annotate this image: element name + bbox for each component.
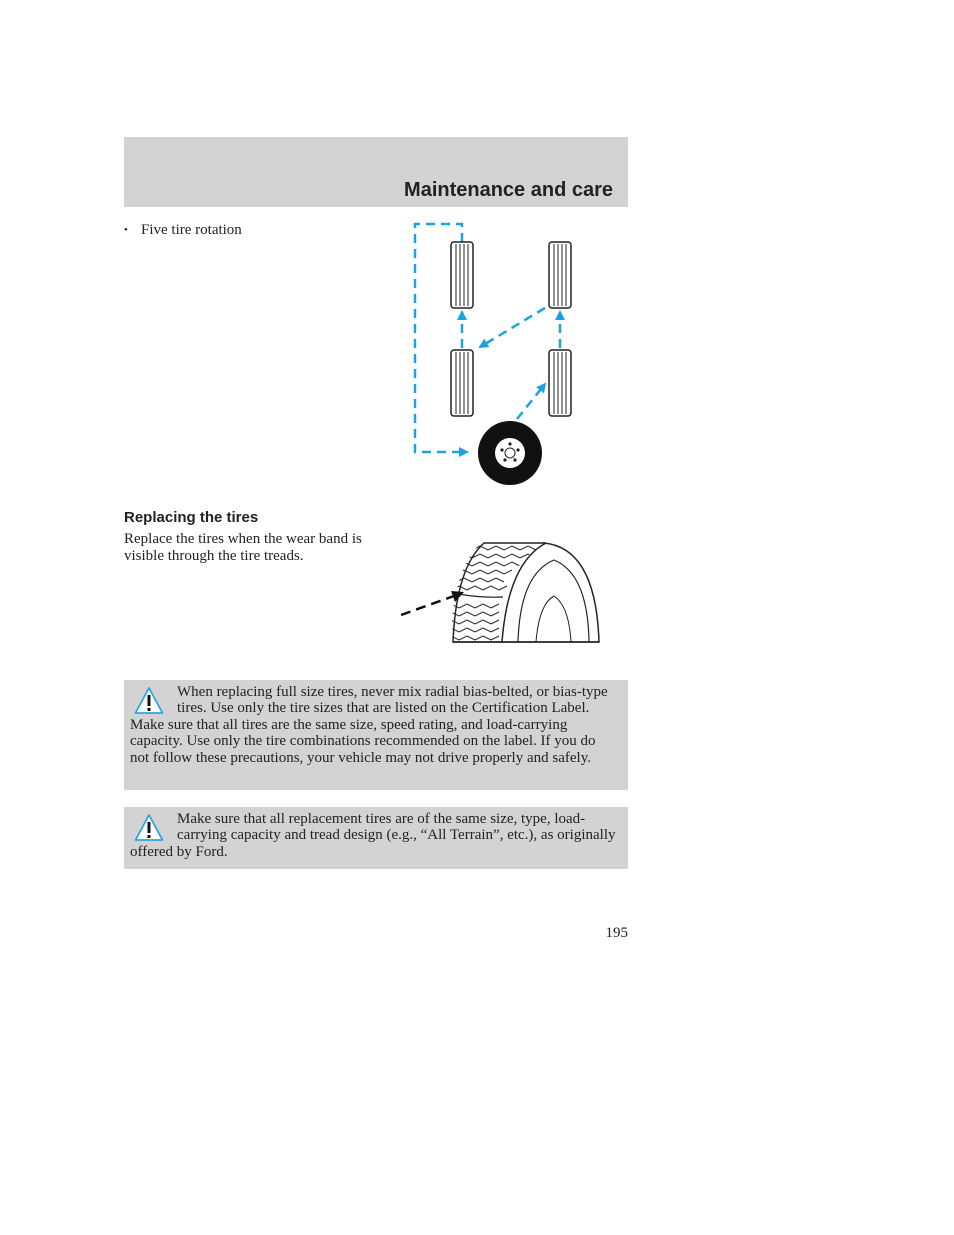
- bullet-text: Five tire rotation: [141, 222, 242, 238]
- bullet-dot: •: [124, 224, 128, 236]
- bullet-five-tire-rotation: [124, 221, 242, 239]
- arrow-right-front-to-left-rear-diagonal: [480, 308, 545, 347]
- warning-box-replacement-tires: [124, 807, 628, 869]
- tire-left-front: [451, 242, 473, 308]
- warning-triangle-icon: [134, 813, 164, 843]
- tire-rotation-diagram: [405, 218, 605, 490]
- warning-text: When replacing full size tires, never mix radial bias-belted, or bias-type tires. Use only the tire sizes that are listed on the Certification Label. Make sure that all tires are the same size, speed rating, and load-carrying capacity. Use only the tire combinations recommended on the label. If you do not follow these precautions, your vehicle may not drive properly and safely.: [130, 684, 608, 766]
- page-number: 195: [605, 925, 628, 941]
- section-body-replacing-tires: Replace the tires when the wear band is visible through the tire treads.: [124, 531, 362, 564]
- tire-right-front: [549, 242, 571, 308]
- tire-right-rear: [549, 350, 571, 416]
- spare-tire: [478, 421, 542, 485]
- wear-band-pointer-arrow: [401, 596, 454, 615]
- tire-left-rear: [451, 350, 473, 416]
- tire-wear-band-illustration: [396, 538, 606, 646]
- header-band: [124, 137, 628, 207]
- arrow-spare-to-right-rear: [517, 384, 545, 419]
- warning-triangle-icon: [134, 686, 164, 716]
- warning-box-mixing-tires: [124, 680, 628, 790]
- section-title-replacing-tires: Replacing the tires: [124, 509, 259, 526]
- warning-text: Make sure that all replacement tires are of the same size, type, load-carrying capacity and tread design (e.g., “All Terrain”, etc.), as originally offered by Ford.: [130, 811, 616, 860]
- page-title: Maintenance and care: [404, 179, 613, 201]
- rotation-arrows: [415, 224, 560, 452]
